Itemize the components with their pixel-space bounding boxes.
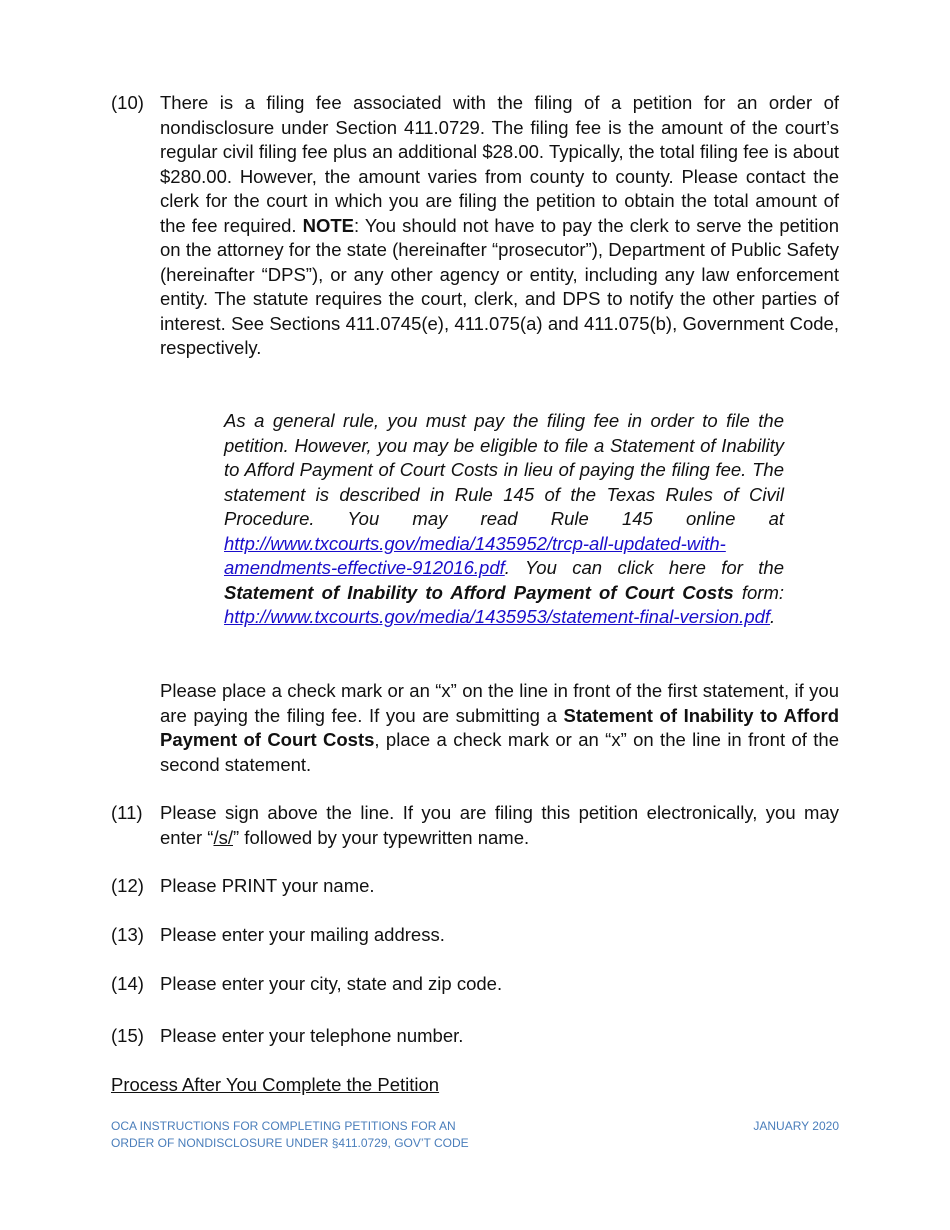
footer-line-2: ORDER OF NONDISCLOSURE UNDER §411.0729, GOV’T CODE [111, 1136, 469, 1150]
footer-line-1: OCA INSTRUCTIONS FOR COMPLETING PETITIONS FOR AN [111, 1119, 456, 1133]
item-text: Please enter your telephone number. [160, 1025, 464, 1046]
item-text: There is a filing fee associated with the filing of a petition for an order of nondisclosure under Section 411.0729. The filing fee is the amount of the court’s regular civil filing fee plus an additional $28.00. Typically, the total filing fee is about $280.00. However, the amount varies from county to county. Please contact the clerk for the court in which you are filing the petition to obtain the total amount of the fee required. NOTE: You should not have to pay the clerk to serve the petition on the attorney for the state (hereinafter “prosecutor”), Department of Public Safety (hereinafter “DPS”), or any other agency or entity, including any law enforcement entity. The statute requires the court, clerk, and DPS to notify the other parties of interest. See Sections 411.0745(e), 411.075(a) and 411.075(b), Government Code, respectively. [160, 92, 839, 358]
item-number: (15) [111, 1025, 144, 1046]
item-text: Please sign above the line. If you are filing this petition electronically, you may enter “/s/” followed by your typewritten name. [160, 802, 839, 848]
instruction-item-10 [111, 91, 839, 361]
statement-title: Statement of Inability to Afford Payment of Court Costs [160, 704, 839, 750]
item-text: Please PRINT your name. [160, 875, 375, 896]
item-number: (10) [111, 92, 144, 113]
instruction-item-14 [111, 972, 839, 997]
item-text: Please enter your city, state and zip code. [160, 973, 503, 994]
item-number: (14) [111, 973, 144, 994]
instruction-item-12 [111, 874, 839, 899]
rule-145-link[interactable]: http://www.txcourts.gov/media/1435952/trcp-all-updated-with-amendments-effective-912016.pdf [224, 532, 726, 578]
statement-title: Statement of Inability to Afford Payment of Court Costs [224, 581, 734, 603]
section-heading: Process After You Complete the Petition [111, 1074, 440, 1095]
item-text: Please enter your mailing address. [160, 924, 445, 945]
instruction-item-11 [111, 801, 839, 850]
item-number: (11) [111, 802, 143, 823]
instruction-item-15 [111, 1024, 839, 1049]
item-number: (12) [111, 875, 144, 896]
item-number: (13) [111, 924, 144, 945]
footer-title [111, 1118, 469, 1152]
footer-date: JANUARY 2020 [753, 1119, 839, 1133]
statement-form-link[interactable]: http://www.txcourts.gov/media/1435953/statement-final-version.pdf [224, 606, 771, 627]
signature-mark: /s/ [213, 826, 233, 848]
instruction-item-13 [111, 923, 839, 948]
check-mark-instructions: Please place a check mark or an “x” on the line in front of the first statement, if you are paying the filing fee. If you are submitting a Statement of Inability to Afford Payment of Court Costs, place a check mark or an “x” on the line in front of the second statement. [160, 680, 839, 775]
note-label: NOTE [302, 214, 354, 236]
fee-waiver-note: As a general rule, you must pay the filing fee in order to file the petition. However, you may be eligible to file a Statement of Inability to Afford Payment of Court Costs in lieu of paying the filing fee. The statement is described in Rule 145 of the Texas Rules of Civil Procedure. You may read Rule 145 online at http://www.txcourts.gov/media/1435952/trcp-all-updated-with-amendments-effective-912016.pdf. You can click here for the Statement of Inability to Afford Payment of Court Costs form: http://www.txcourts.gov/media/1435953/statement-final-version.pdf. [224, 410, 785, 627]
